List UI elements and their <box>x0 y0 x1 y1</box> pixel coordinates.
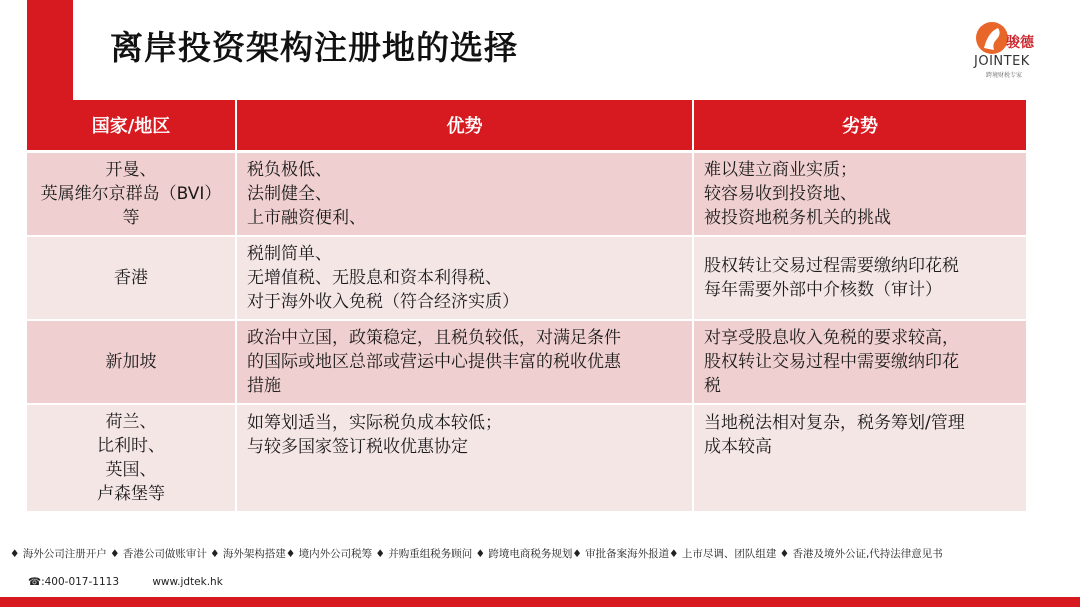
jurisdiction-comparison-table <box>27 100 1026 513</box>
table-row <box>27 321 1026 405</box>
disadvantages-cell <box>694 321 1026 405</box>
disadvantage-line: 被投资地税务机关的挑战 <box>704 208 891 228</box>
jointek-logo <box>968 14 1058 79</box>
disadvantages-cell <box>694 237 1026 321</box>
logo-brand-en: JOINTEK <box>974 54 1030 69</box>
title-accent-block <box>27 0 73 100</box>
region-cell <box>27 405 237 513</box>
disadvantage-line: 成本较高 <box>704 437 772 457</box>
disadvantage-line: 股权转让交易过程需要缴纳印花税 <box>704 256 959 276</box>
region-line: 新加坡 <box>105 352 157 372</box>
advantage-line: 无增值税、无股息和资本利得税、 <box>247 268 502 288</box>
region-line: 荷兰、 <box>105 412 157 432</box>
header-disadvantages: 劣势 <box>694 100 1026 153</box>
advantage-line: 措施 <box>247 376 281 396</box>
header-advantages: 优势 <box>237 100 694 153</box>
logo-tagline: 跨境财税专家 <box>986 72 1023 79</box>
footer-website: www.jdtek.hk <box>152 576 223 588</box>
advantage-line: 法制健全、 <box>247 184 332 204</box>
slide-title: 离岸投资架构注册地的选择 <box>110 28 518 67</box>
advantages-cell <box>237 405 694 513</box>
footer-contact <box>28 576 253 588</box>
advantage-line: 如筹划适当，实际税负成本较低； <box>247 413 502 433</box>
region-cell <box>27 153 237 237</box>
region-line: 比利时、 <box>97 436 165 456</box>
region-cell <box>27 237 237 321</box>
footer-services-list: ♦ 海外公司注册开户 ♦ 香港公司做账审计 ♦ 海外架构搭建♦ 境内外公司税筹 ♦ 并购重组税务顾问 ♦ 跨境电商税务规划♦ 审批备案海外报道♦ 上市尽调、团队组建 ♦ 香港及境外公证,代持法律意见书 <box>10 548 943 560</box>
disadvantages-cell <box>694 153 1026 237</box>
region-cell <box>27 321 237 405</box>
table-row <box>27 237 1026 321</box>
disadvantage-line: 难以建立商业实质； <box>704 160 857 180</box>
disadvantages-cell <box>694 405 1026 513</box>
table-row <box>27 405 1026 513</box>
region-line: 卢森堡等 <box>97 484 165 504</box>
table-row <box>27 153 1026 237</box>
advantage-line: 的国际或地区总部或营运中心提供丰富的税收优惠 <box>247 352 621 372</box>
header-region: 国家/地区 <box>27 100 237 153</box>
advantage-line: 上市融资便利、 <box>247 208 366 228</box>
advantage-line: 税制简单、 <box>247 244 332 264</box>
logo-brand-cn: 骏德 <box>1006 35 1034 51</box>
advantages-cell <box>237 237 694 321</box>
advantage-line: 税负极低、 <box>247 160 332 180</box>
bottom-accent-bar <box>0 597 1080 607</box>
region-line: 英国、 <box>105 460 157 480</box>
disadvantage-line: 税 <box>704 376 721 396</box>
advantage-line: 与较多国家签订税收优惠协定 <box>247 437 468 457</box>
region-line: 英属维尔京群岛（BVI） <box>40 184 222 204</box>
advantages-cell <box>237 153 694 237</box>
disadvantage-line: 当地税法相对复杂，税务筹划/管理 <box>704 413 965 433</box>
advantage-line: 对于海外收入免税（符合经济实质） <box>247 292 519 312</box>
advantage-line: 政治中立国，政策稳定，且税负较低，对满足条件 <box>247 328 621 348</box>
table-header-row <box>27 100 1026 153</box>
disadvantage-line: 较容易收到投资地、 <box>704 184 857 204</box>
region-line: 开曼、 <box>105 160 157 180</box>
region-line: 等 <box>122 208 140 228</box>
disadvantage-line: 对享受股息收入免税的要求较高， <box>704 328 959 348</box>
region-line: 香港 <box>114 268 148 288</box>
footer-phone: ☎:400-017-1113 <box>28 576 119 588</box>
disadvantage-line: 每年需要外部中介核数（审计） <box>704 280 942 300</box>
disadvantage-line: 股权转让交易过程中需要缴纳印花 <box>704 352 959 372</box>
advantages-cell <box>237 321 694 405</box>
